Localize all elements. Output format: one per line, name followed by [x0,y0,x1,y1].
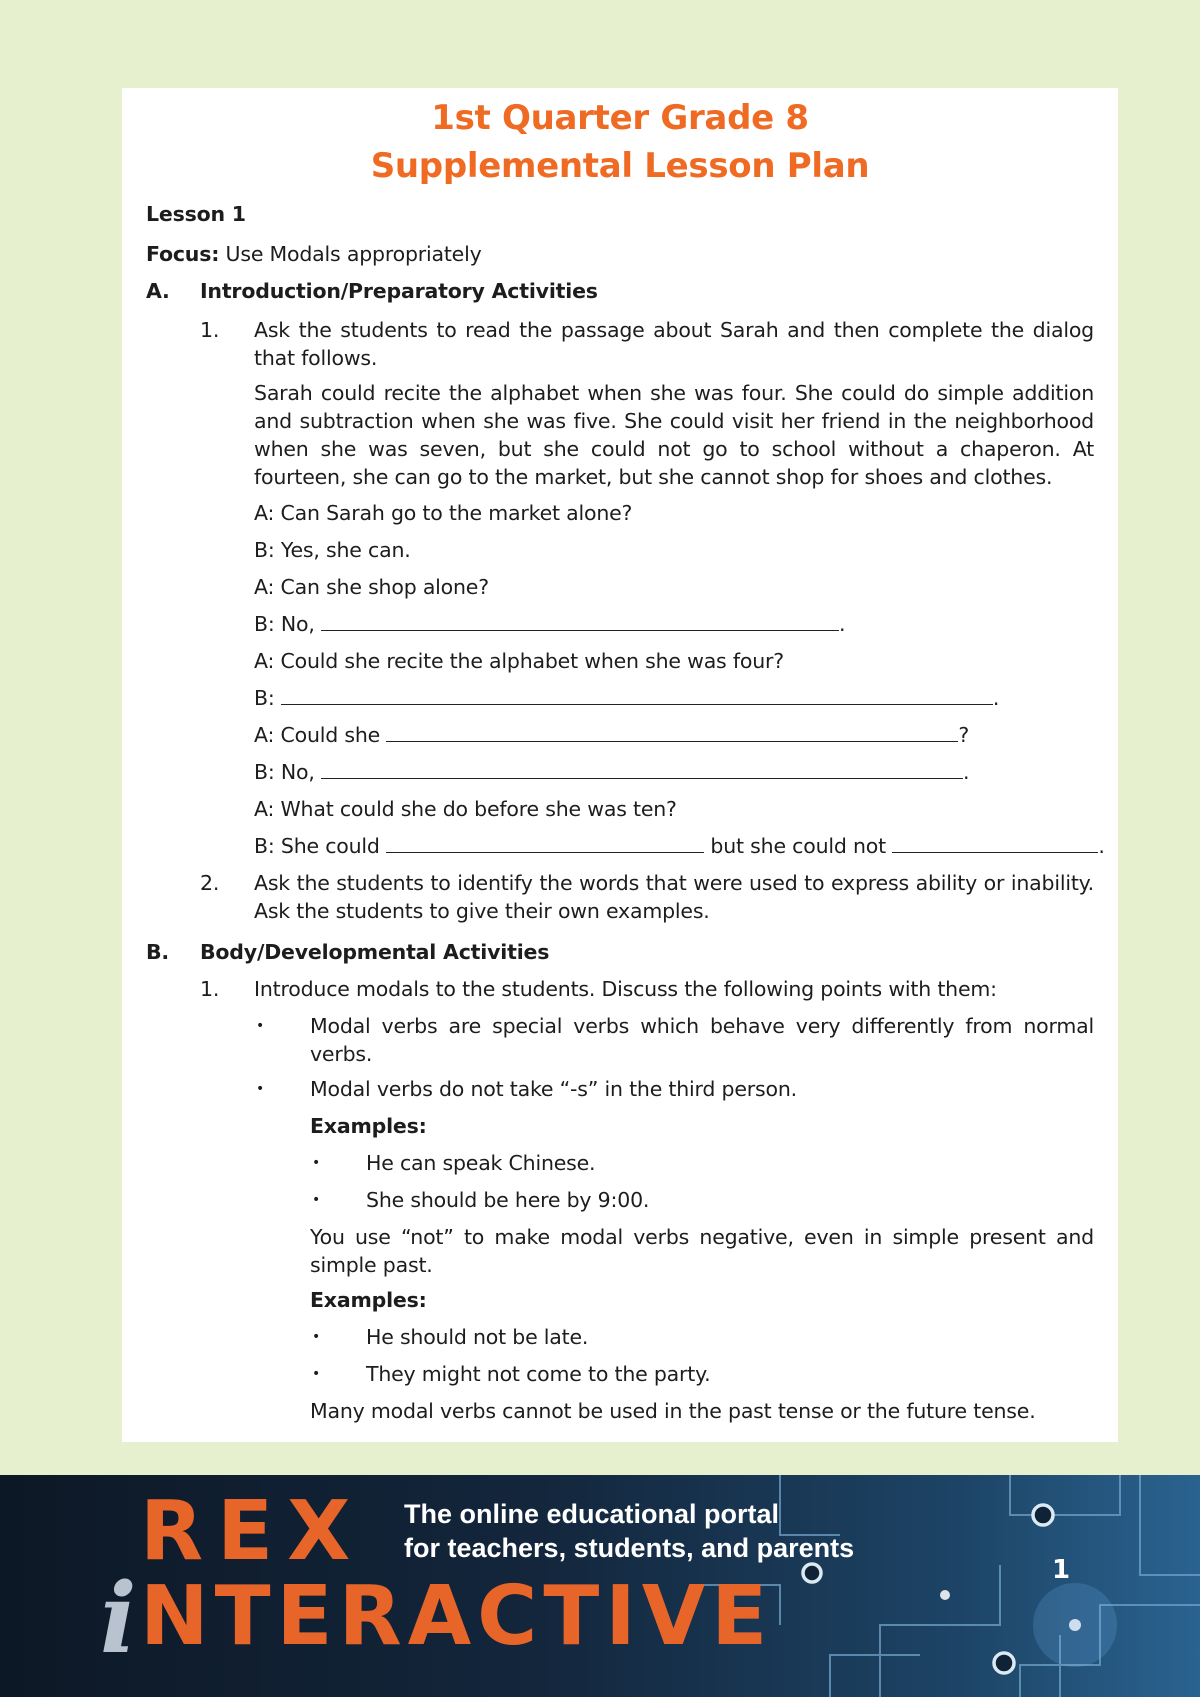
answer-blank-2[interactable] [281,684,993,705]
answer-blank-4[interactable] [321,758,963,779]
dialog-line-8-end: . [963,760,970,784]
dialog-line-10-end: . [1098,834,1105,858]
dialog-line-2: B: Yes, she can. [254,538,411,562]
dialog-line-10 [254,832,1105,860]
dialog-line-1: A: Can Sarah go to the market alone? [254,501,633,525]
bullet-example-1: • [312,1155,321,1171]
tense-note: Many modal verbs cannot be used in the past tense or the future tense. [310,1399,1036,1423]
focus-label: Focus: [146,242,220,266]
bullet-example-2: • [312,1192,321,1208]
brand-i-logo: i [100,1562,137,1675]
brand-rex: REX [140,1484,365,1579]
dialog-line-10-prefix: B: She could [254,834,380,858]
footer-banner [0,1475,1200,1697]
answer-blank-3[interactable] [386,721,958,742]
bullet-example-3: • [312,1329,321,1345]
brand-interactive: NTERACTIVE [140,1569,774,1664]
examples-label-1: Examples: [310,1114,427,1138]
answer-blank-1[interactable] [321,610,839,631]
tagline-line-2: for teachers, students, and parents [404,1533,855,1563]
dialog-line-7-prefix: A: Could she [254,723,381,747]
answer-blank-5[interactable] [386,832,704,853]
section-a-heading: Introduction/Preparatory Activities [200,279,598,303]
section-a-item2-text: Ask the students to identify the words that were used to express ability or inability. Ask the students to give their own examples. [254,871,1094,923]
dialog-line-8 [254,758,969,786]
dialog-line-4-prefix: B: No, [254,612,315,636]
focus-line [146,240,482,268]
dialog-line-3: A: Can she shop alone? [254,575,489,599]
focus-text: Use Modals appropriately [225,242,482,266]
bullet-example-4: • [312,1366,321,1382]
modal-point-2: Modal verbs do not take “-s” in the third person. [310,1077,797,1101]
dialog-line-10-middle: but she could not [710,834,886,858]
sarah-passage: Sarah could recite the alphabet when she was four. She could do simple addition and subtraction when she was five. She could visit her friend in the neighborhood when she was seven, but she could not go to school without a chaperon. At fourteen, she can go to the market, but she cannot shop for shoes and clothes. [254,381,1094,489]
example-1: He can speak Chinese. [366,1151,596,1175]
section-a-item1-text: Ask the students to read the passage about Sarah and then complete the dialog that follows. [254,318,1094,370]
example-2: She should be here by 9:00. [366,1188,650,1212]
dialog-line-7 [254,721,969,749]
dialog-line-7-end: ? [958,723,970,747]
dialog-line-6-end: . [992,686,1000,710]
dialog-line-8-prefix: B: No, [254,760,315,784]
section-a-item2-number: 2. [200,871,220,895]
page-title-line2: Supplemental Lesson Plan [370,146,870,186]
dialog-line-6 [254,684,999,712]
example-4: They might not come to the party. [366,1362,711,1386]
section-b-heading: Body/Developmental Activities [200,940,550,964]
modal-point-1: Modal verbs are special verbs which behave very differently from normal verbs. [310,1014,1094,1066]
lesson-page [122,88,1118,1442]
dialog-line-6-prefix: B: [254,686,275,710]
section-b-item1-number: 1. [200,977,220,1001]
dialog-line-9: A: What could she do before she was ten? [254,797,677,821]
dialog-line-5: A: Could she recite the alphabet when she was four? [254,649,784,673]
section-b-item1-text: Introduce modals to the students. Discuss the following points with them: [254,977,997,1001]
example-3: He should not be late. [366,1325,589,1349]
bullet-point-1: • [256,1018,265,1034]
section-a-item1-number: 1. [200,318,220,342]
negation-note: You use “not” to make modal verbs negative, even in simple present and simple past. [310,1225,1094,1277]
tagline [404,1497,854,1565]
dialog-line-4 [254,610,845,638]
page-number: 1 [1052,1555,1071,1585]
bullet-point-2: • [256,1081,265,1097]
dialog-line-4-end: . [839,612,846,636]
section-b-letter: B. [146,940,170,964]
section-a-letter: A. [146,279,170,303]
answer-blank-6[interactable] [892,832,1098,853]
page-title-line1: 1st Quarter Grade 8 [431,98,809,138]
tagline-line-1: The online educational portal [404,1499,780,1529]
examples-label-2: Examples: [310,1288,427,1312]
lesson-label: Lesson 1 [146,202,246,226]
